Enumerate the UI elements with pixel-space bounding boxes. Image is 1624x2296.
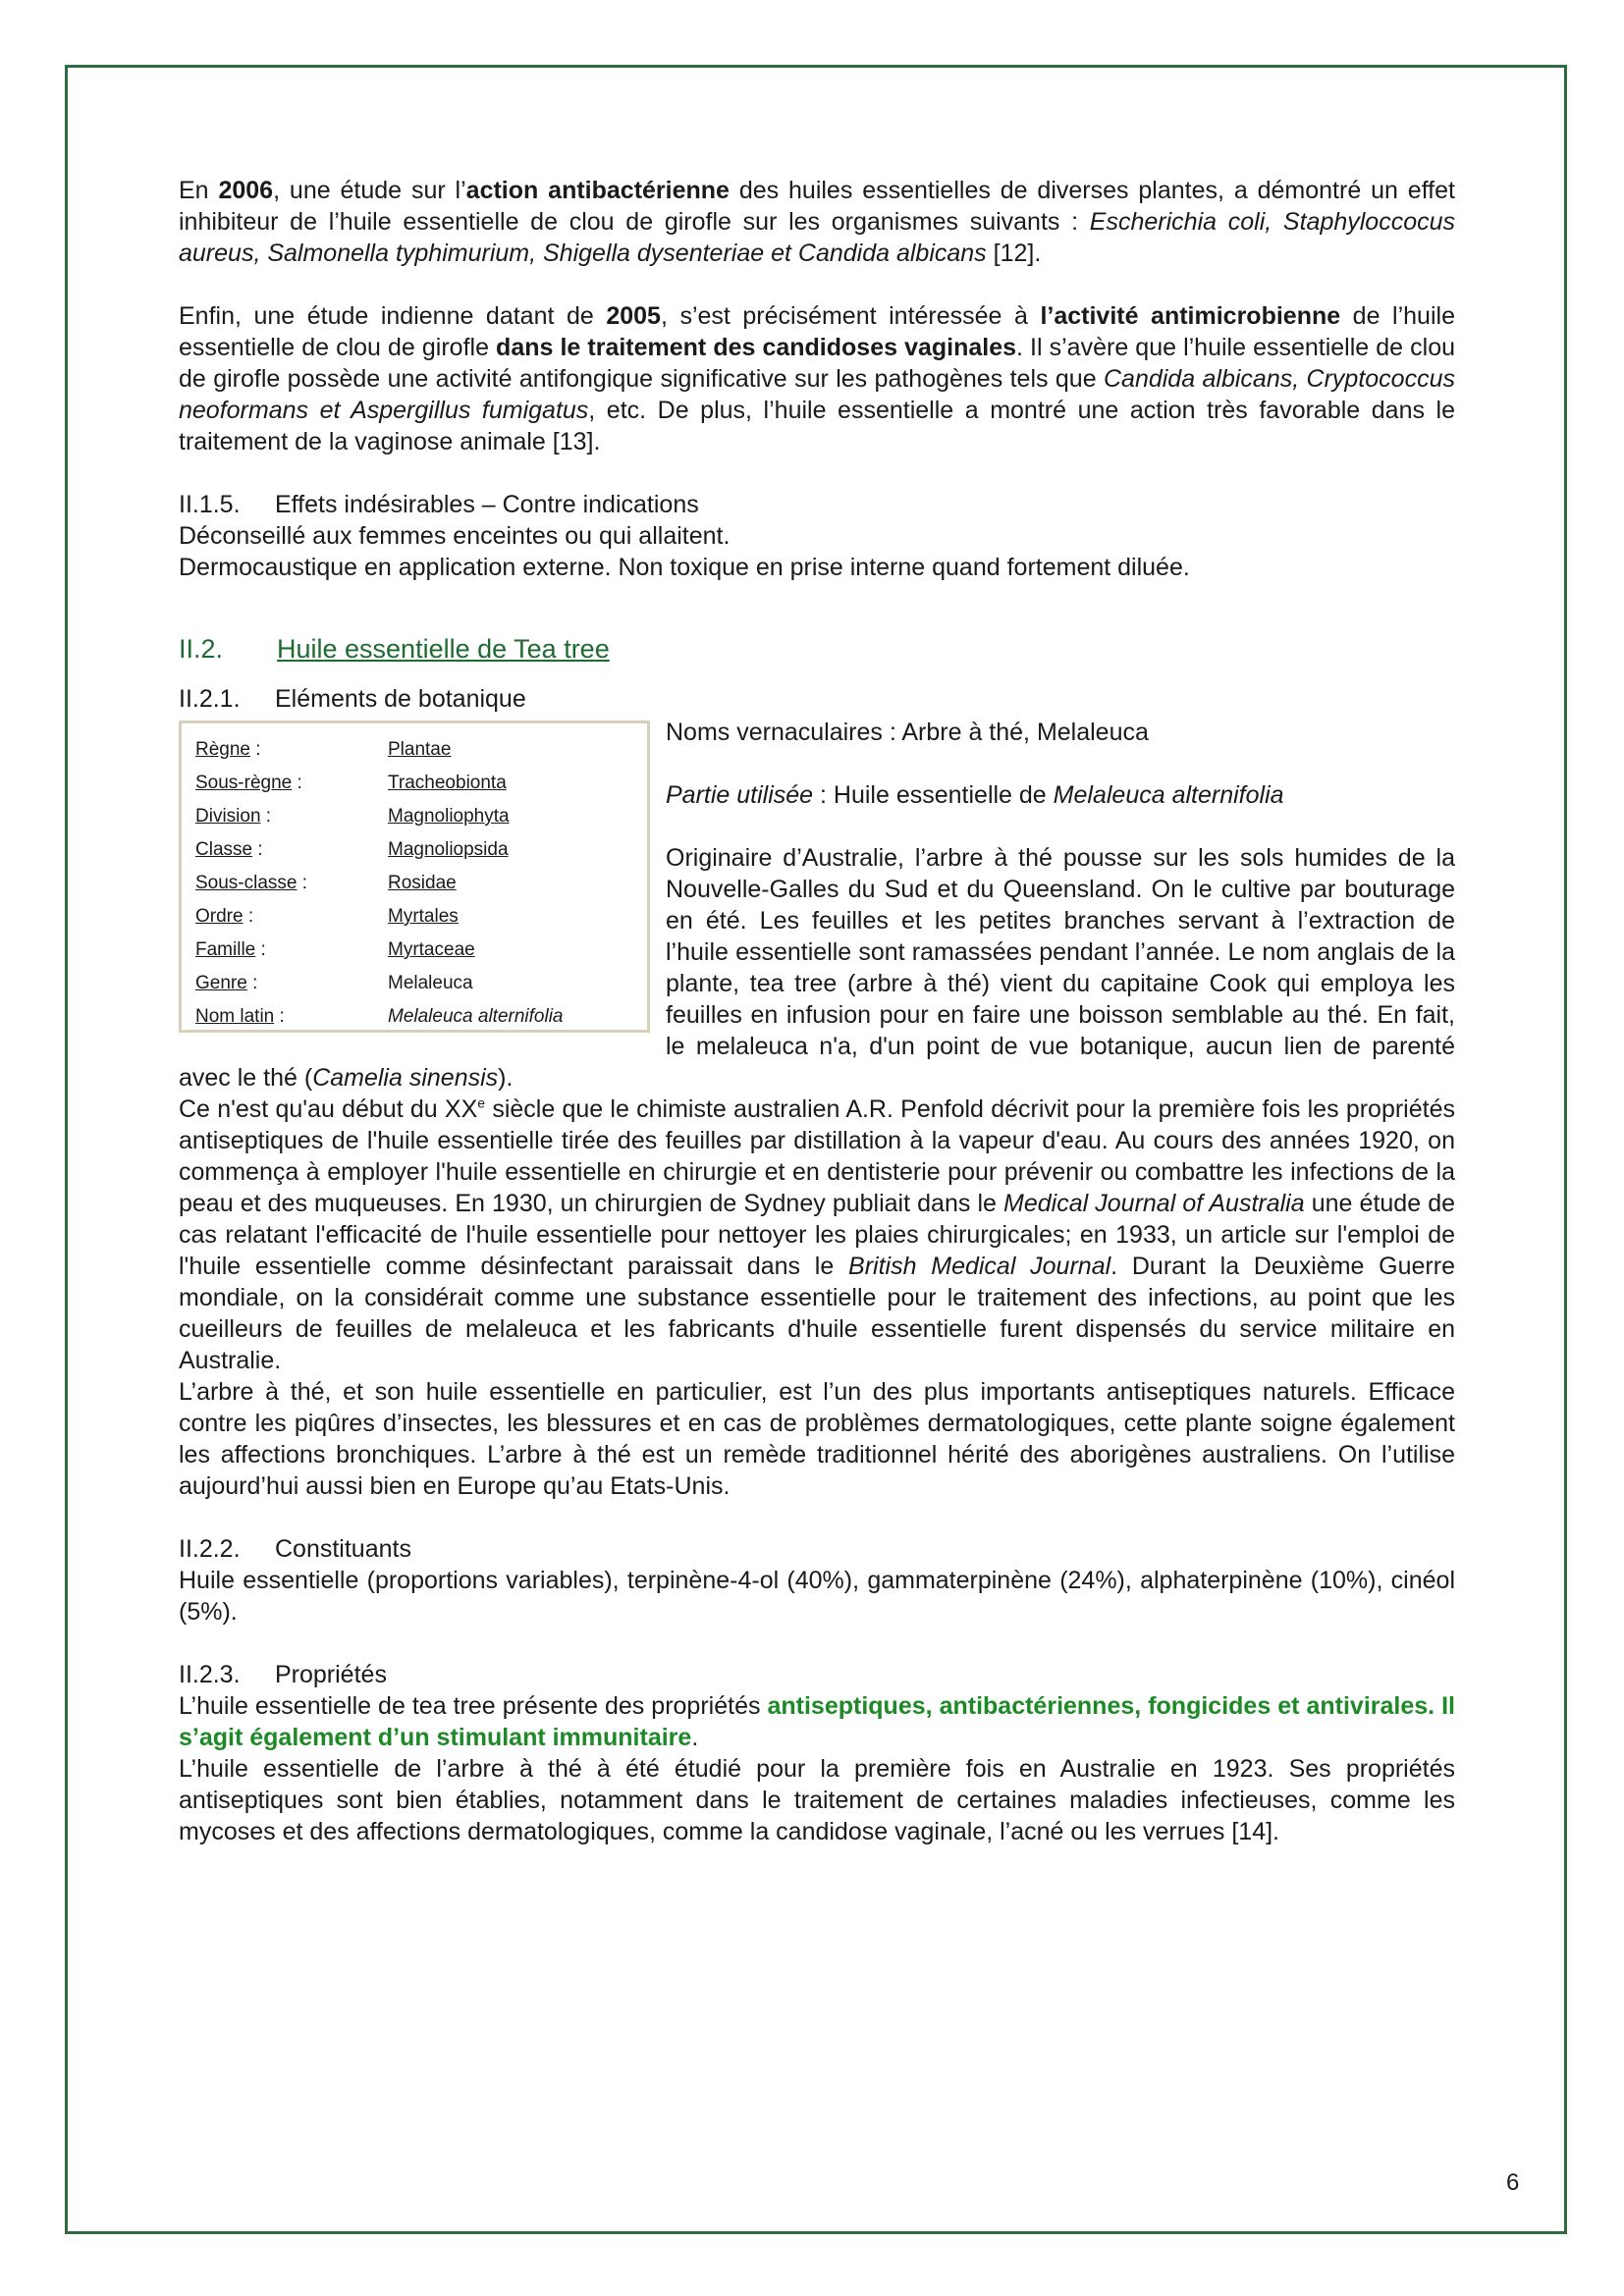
taxonomy-rank-link[interactable]: Sous-règne	[195, 773, 293, 793]
taxonomy-row: Nom latin : Melaleuca alternifolia	[195, 1006, 564, 1027]
history-paragraph: Ce n'est qu'au début du XXe siècle que le chimiste australien A.R. Penfold décrivit pour la première fois les propriétés antiseptiques de l'huile essentielle tirée des feuilles par distillation à la vapeur d'eau. Au cours des années 1920, on commença à employer l'huile essentielle en chirurgie et en dentisterie pour prévenir ou combattre les infections de la peau et des muqueuses. En 1930, un chirurgien de Sydney publiait dans le Medical Journal of Australia une étude de cas relatant l'efficacité de l'huile essentielle pour nettoyer les plaies chirurgicales; en 1933, un article sur l'emploi de l'huile essentielle comme désinfectant paraissait dans le British Medical Journal. Durant la Deuxième Guerre mondiale, on la considérait comme une substance essentielle pour le traitement des infections, au point que les cueilleurs de feuilles de melaleuca et les fabricants d'huile essentielle furent dispensés du service militaire en Australie.	[179, 1095, 1456, 1374]
taxonomy-rank-link[interactable]: Genre	[195, 973, 247, 993]
taxonomy-rank-link[interactable]: Règne	[195, 739, 250, 760]
taxonomy-rank-link[interactable]: Nom latin	[195, 1006, 275, 1027]
subsection-heading-2-2-3: II.2.3. Propriétés	[179, 1661, 387, 1688]
taxonomy-rank-link[interactable]: Ordre	[195, 906, 244, 927]
taxonomy-rank-link[interactable]: Sous-classe	[195, 873, 298, 893]
properties-paragraph: L’huile essentielle de tea tree présente des propriétés antiseptiques, antibactériennes, fongicides et antivirales. Il s’agit également d’un stimulant immunitaire.	[179, 1692, 1455, 1751]
taxonomy-row: Ordre : Myrtales	[195, 906, 459, 927]
taxonomy-value-link[interactable]: Magnoliopsida	[388, 839, 509, 860]
side-effects-line: Déconseillé aux femmes enceintes ou qui allaitent.	[179, 522, 731, 550]
antiseptic-paragraph: L’arbre à thé, et son huile essentielle en particulier, est l’un des plus importants antiseptiques naturels. Efficace contre les piqûres d’insectes, les blessures et en cas de problèmes dermatologiques, cette plante soigne également les affections bronchiques. L’arbre à thé est un remède traditionnel hérité des aborigènes australiens. On l’utilise aujourd’hui aussi bien en Europe qu’au Etats-Unis.	[179, 1378, 1455, 1500]
taxonomy-value-link[interactable]: Plantae	[388, 739, 452, 760]
taxonomy-value-link[interactable]: Myrtales	[388, 906, 459, 927]
taxonomy-rank-link[interactable]: Classe	[195, 839, 253, 860]
taxonomy-value-link[interactable]: Magnoliophyta	[388, 806, 510, 827]
taxonomy-value-link[interactable]: Tracheobionta	[388, 773, 507, 793]
taxonomy-row: Genre : Melaleuca	[195, 973, 473, 993]
constituents-text: Huile essentielle (proportions variables), terpinène-4-ol (40%), gammaterpinène (24%), alphaterpinène (10%), cinéol (5%).	[179, 1567, 1455, 1626]
document-body	[179, 175, 1455, 1847]
paragraph-antibacterial: En 2006, une étude sur l’action antibactérienne des huiles essentielles de diverses plantes, a démontré un effet inhibiteur de l’huile essentielle de clou de girofle sur les organismes suivants : Escherichia coli, Staphyloccocus aureus, Salmonella typhimurium, Shigella dysenteriae et Candida albicans [12].	[179, 177, 1456, 267]
taxonomy-table	[179, 721, 650, 1033]
page-number: 6	[1506, 2169, 1520, 2196]
taxonomy-row: Classe : Magnoliopsida	[195, 839, 509, 860]
taxonomy-value: Melaleuca	[388, 973, 473, 993]
taxonomy-row: Division : Magnoliophyta	[195, 806, 510, 827]
taxonomy-value-link[interactable]: Myrtaceae	[388, 939, 475, 960]
vernacular-names: Noms vernaculaires : Arbre à thé, Melaleuca	[666, 719, 1149, 746]
side-effects-line: Dermocaustique en application externe. Non toxique en prise interne quand fortement diluée.	[179, 554, 1190, 581]
section-heading-2-2: II.2. Huile essentielle de Tea tree	[179, 634, 610, 664]
taxonomy-row: Règne : Plantae	[195, 739, 452, 760]
origin-paragraph: Originaire d’Australie, l’arbre à thé pousse sur les sols humides de la Nouvelle-Galles du Sud et du Queensland. On le cultive par bouturage en été. Les feuilles et les petites branches servant à l’extraction de l’huile essentielle sont ramassées pendant l’année. Le nom anglais de la plante, tea tree (arbre à thé) vient du capitaine Cook qui employa les feuilles en infusion pour en faire une boisson semblable au thé. En fait, le melaleuca n'a, d'un point de vue botanique, aucun lien de parenté avec le thé (Camelia sinensis).	[179, 844, 1455, 1092]
taxonomy-row: Sous-règne : Tracheobionta	[195, 773, 507, 793]
subsection-heading-2-2-2: II.2.2. Constituants	[179, 1535, 411, 1563]
taxonomy-row: Sous-classe : Rosidae	[195, 873, 457, 893]
taxonomy-rank-link[interactable]: Famille	[195, 939, 256, 960]
taxonomy-value-link[interactable]: Rosidae	[388, 873, 457, 893]
taxonomy-value: Melaleuca alternifolia	[388, 1006, 564, 1027]
properties-study-paragraph: L’huile essentielle de l’arbre à thé à été étudié pour la première fois en Australie en 1923. Ses propriétés antiseptiques sont bien établies, notamment dans le traitement de certaines maladies infectieuses, comme les mycoses et des affections dermatologiques, comme la candidose vaginale, l’acné ou les verrues [14].	[179, 1755, 1455, 1845]
paragraph-antimicrobial: Enfin, une étude indienne datant de 2005, s’est précisément intéressée à l’activité antimicrobienne de l’huile essentielle de clou de girofle dans le traitement des candidoses vaginales. Il s’avère que l’huile essentielle de clou de girofle possède une activité antifongique significative sur les pathogènes tels que Candida albicans, Cryptococcus neoformans et Aspergillus fumigatus, etc. De plus, l’huile essentielle a montré une action très favorable dans le traitement de la vaginose animale [13].	[179, 302, 1456, 455]
subsection-heading-2-1-5: II.1.5. Effets indésirables – Contre indications	[179, 491, 699, 518]
taxonomy-row: Famille : Myrtaceae	[195, 939, 475, 960]
part-used: Partie utilisée : Huile essentielle de Melaleuca alternifolia	[666, 781, 1284, 809]
taxonomy-rank-link[interactable]: Division	[195, 806, 261, 827]
subsection-heading-2-2-1: II.2.1. Eléments de botanique	[179, 685, 526, 713]
